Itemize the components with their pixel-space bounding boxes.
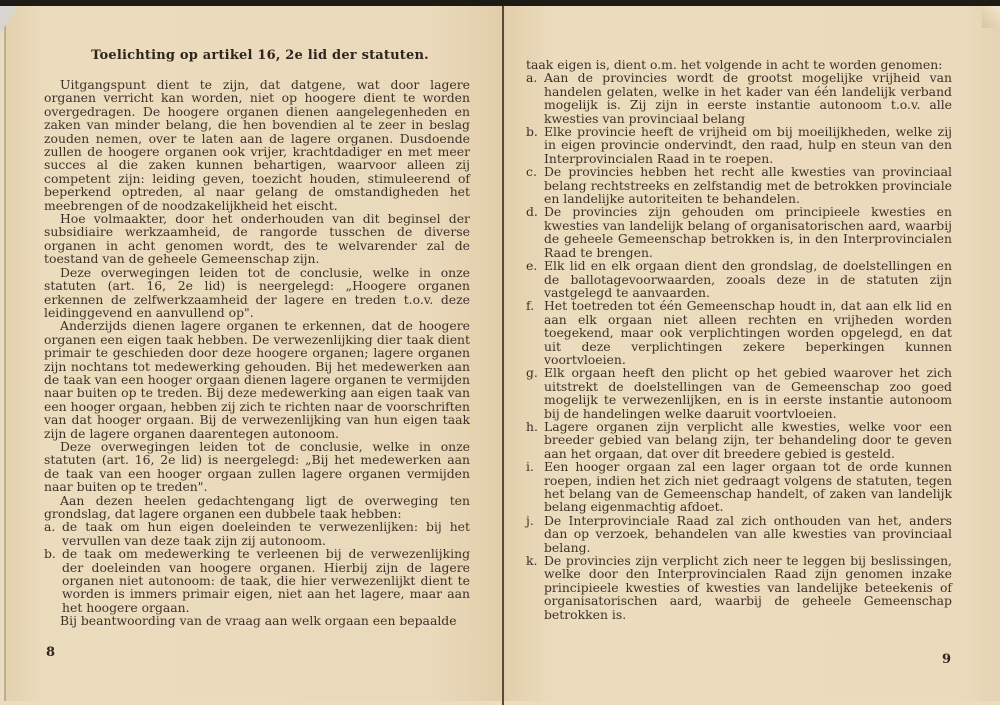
page-number-right: 9 [942, 652, 952, 667]
list-item-text: de taak om medewerking te verleenen bij de verwezenlijking der doeleinden van hoogere organen. Hierbij zijn de lagere organen niet autonoom: de taak, die hier verwezenlijkt dient te worden is immers primair eigen, niet aan het lagere, maar aan het hoogere orgaan. [62, 546, 470, 615]
list-item-label: a. [526, 70, 538, 86]
paragraph: Deze overwegingen leiden tot de conclusie, welke in onze statuten (art. 16, 2e lid) is neergelegd: „Hoogere organen erkennen de zelfwerkzaamheid der lagere en treden t.o.v. deze leidinggevend en aanvullend op". [44, 264, 470, 320]
list-item [526, 460, 952, 514]
list-item-text: Lagere organen zijn verplicht alle kwesties, welke voor een breeder gebied van belang zijn, ter behandeling door te geven aan het orgaan, dat over dit breedere gebied is gesteld. [544, 418, 952, 461]
list-item-text: de taak om hun eigen doeleinden te verwezenlijken: bij het vervullen van deze taak zijn zij autonoom. [62, 519, 470, 548]
list-item [526, 366, 952, 420]
list-item [44, 520, 470, 547]
list-item-label: d. [526, 204, 538, 220]
list-item-text: Aan de provincies wordt de grootst mogelijke vrijheid van handelen gelaten, welke in het kader van één landelijk verband mogelijk is. Zij zijn in eerste instantie autonoom t.o.v. alle kwesties van provinciaal belang [544, 70, 952, 126]
list-item-label: h. [526, 418, 538, 434]
list-item-text: Elk orgaan heeft den plicht op het gebied waarover het zich uitstrekt de doelstellingen van de Gemeenschap zoo goed mogelijk te verwezenlijken, en is in eerste instantie autonoom bij de handelingen welke daaruit voortvloeien. [544, 365, 952, 421]
list-item [526, 165, 952, 205]
list-item-label: k. [526, 553, 538, 569]
paragraph: Deze overwegingen leiden tot de conclusie, welke in onze statuten (art. 16, 2e lid) is neergelegd: „Bij het medewerken aan de taak van een hooger orgaan zullen lagere organen vermijden naar buiten op te treden". [44, 438, 470, 495]
list-item-text: Elk lid en elk orgaan dient den grondslag, de doelstellingen en de ballotagevoorwaarden, zooals deze in de statuten zijn vastgelegd te aanvaarden. [544, 258, 952, 300]
list-item-text: De provincies zijn gehouden om principieele kwesties en kwesties van landelijk belang of organisatorischen aard, waarbij de geheele Gemeenschap betrokken is, in den Interprovincialen Raad te brengen. [544, 204, 952, 260]
paragraph: Uitgangspunt dient te zijn, dat datgene, wat door lagere organen verricht kan worden, niet op hoogere dient te worden overgedragen. De hoogere organen dienen aangelegenheden en zaken van minder belang, die hen bovendien al te zeer in beslag zouden nemen, over te laten aan de lagere organen. Dusdoende zullen de hoogere organen ook vrijer, krachtdadiger en met meer succes al die zaken kunnen behartigen, waarvoor alleen zij competent zijn: leiding geven, toezicht houden, stimuleerend of beperkend optreden, al naar gelang de omstandigheden het meebrengen of de noodzakelijkheid het eischt. [44, 77, 470, 213]
page-corner-left [0, 6, 18, 34]
left-page-body [44, 78, 470, 628]
list-item-label: j. [526, 512, 534, 528]
list-item-label: i. [526, 459, 534, 475]
list-item [526, 420, 952, 460]
list-item-text: Elke provincie heeft de vrijheid om bij moeilijkheden, welke zij in eigen provincie ondervindt, den raad, hulp en steun van den Interprovincialen Raad in te roepen. [544, 124, 952, 166]
list-item-text: De provincies zijn verplicht zich neer te leggen bij beslissingen, welke door den Interprovincialen Raad zijn genomen inzake principieele kwesties of kwesties van landelijke beteekenis of organisatorischen aard, waarbij de geheele Gemeenschap betrokken is. [544, 553, 952, 622]
paragraph: Anderzijds dienen lagere organen te erkennen, dat de hoogere organen een eigen taak hebben. De verwezenlijking dier taak dient primair te geschieden door deze hoogere organen; lagere organen zijn nochtans tot medewerking gehouden. Bij het medewerken aan de taak van een hooger orgaan dienen lagere organen te vermijden naar buiten op te treden. Bij deze medewerking aan eigen taak van een hooger orgaan, hebben zij zich te richten naar de voorschriften van dat hooger orgaan. Bij de verwezenlijking van hun eigen taak zijn de lagere organen daarentegen autonoom. [44, 318, 470, 441]
list-item-label: b. [44, 546, 56, 562]
list-item [526, 514, 952, 554]
list-item [526, 205, 952, 259]
list-item-label: b. [526, 124, 538, 140]
list-item [44, 547, 470, 614]
list-item [526, 71, 952, 125]
list-item-label: c. [526, 164, 537, 180]
list-item [526, 554, 952, 621]
paragraph: Hoe volmaakter, door het onderhouden van dit beginsel der subsidiaire werkzaamheid, de rangorde tusschen de diverse organen in acht genomen wordt, des te welvarender zal de toestand van de geheele Gemeenschap zijn. [44, 211, 470, 267]
list-item [526, 125, 952, 165]
right-page-body [526, 58, 952, 621]
list-item [526, 259, 952, 299]
list-item-text: De Interprovinciale Raad zal zich onthouden van het, anders dan op verzoek, behandelen van alle kwesties van provinciaal belang. [544, 512, 952, 555]
page-number-left: 8 [46, 645, 56, 660]
list-item-text: Het toetreden tot één Gemeenschap houdt in, dat aan elk lid en aan elk orgaan niet alleen rechten en vrijheden worden toegekend, maar ook verplichtingen worden opgelegd, en dat uit deze verplichtingen zekere beperkingen kunnen voortvloeien. [544, 298, 952, 367]
list-item-label: f. [526, 298, 535, 314]
book-spine [502, 6, 504, 705]
list-item-label: a. [44, 519, 56, 535]
list-item-text: De provincies hebben het recht alle kwesties van provinciaal belang rechtstreeks en zelfstandig met de betrokken provinciale en landelijke autoriteiten te behandelen. [544, 164, 952, 207]
page-corner-fold-right [982, 6, 1000, 28]
list-item-label: g. [526, 365, 538, 381]
closing-paragraph: Bij beantwoording van de vraag aan welk orgaan een bepaalde [60, 613, 457, 629]
intro-paragraph: taak eigen is, dient o.m. het volgende in acht te worden genomen: [526, 57, 943, 72]
list-item-label: e. [526, 258, 538, 274]
list-item [526, 299, 952, 366]
paragraph: Aan dezen heelen gedachtengang ligt de overweging ten grondslag, dat lagere organen een dubbele taak hebben: [44, 492, 470, 521]
list-item-text: Een hooger orgaan zal een lager orgaan tot de orde kunnen roepen, indien het zich niet gedraagt volgens de statuten, tegen het belang van de Gemeenschap handelt, of zaken van landelijk belang eigenmachtig afdoet. [544, 459, 952, 515]
section-heading: Toelichting op artikel 16, 2e lid der statuten. [91, 48, 429, 63]
